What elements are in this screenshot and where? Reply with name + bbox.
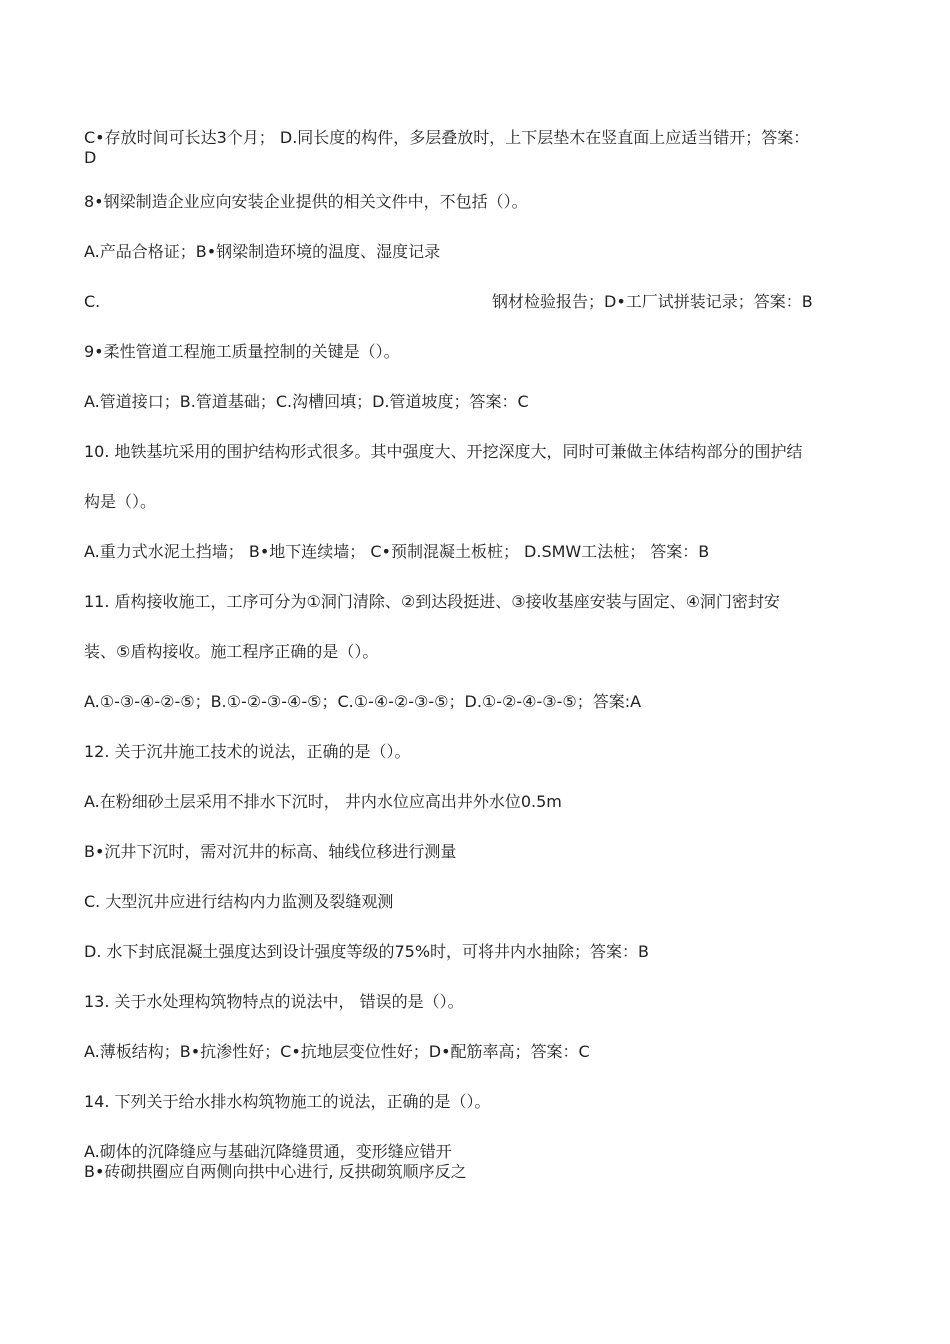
question-12: 12. 关于沉井施工技术的说法，正确的是（）。 [84,742,411,761]
text-line: 钢材检验报告；D•工厂试拼装记录；答案：B [492,292,813,311]
text-line: B•砖砌拱圈应自两侧向拱中心进行, 反拱砌筑顺序反之 [84,1162,467,1181]
question-9: 9•柔性管道工程施工质量控制的关键是（）。 [84,342,400,361]
text-line: C. [84,292,101,311]
text-line: D [84,148,97,167]
question-8: 8•钢梁制造企业应向安装企业提供的相关文件中，不包括（）。 [84,192,528,211]
text-line: A.重力式水泥土挡墙； B•地下连续墙； C•预制混凝土板桩； D.SMW工法桩； 答案：B [84,542,710,561]
question-14: 14. 下列关于给水排水构筑物施工的说法，正确的是（）。 [84,1092,491,1111]
text-line: A.薄板结构；B•抗渗性好；C•抗地层变位性好；D•配筋率高；答案：C [84,1042,590,1061]
text-line: D. 水下封底混凝土强度达到设计强度等级的75%时，可将井内水抽除；答案：B [84,942,650,961]
text-line: A.在粉细砂土层采用不排水下沉时， 井内水位应高出井外水位0.5m [84,792,562,811]
text-line: 构是（）。 [84,492,157,511]
text-line: C. 大型沉井应进行结构内力监测及裂缝观测 [84,892,394,911]
text-line: A.产品合格证；B•钢梁制造环境的温度、湿度记录 [84,242,441,261]
text-line: A.①-③-④-②-⑤；B.①-②-③-④-⑤；C.①-④-②-③-⑤；D.①-②-④-③-⑤；答案:A [84,692,642,711]
text-line: A.砌体的沉降缝应与基础沉降缝贯通，变形缝应错开 [84,1142,452,1161]
text-line: B•沉井下沉时，需对沉井的标高、轴线位移进行测量 [84,842,457,861]
question-11: 11. 盾构接收施工，工序可分为①洞门清除、②到达段挺进、③接收基座安装与固定、④洞门密封安 [84,592,780,611]
text-line: A.管道接口；B.管道基础；C.沟槽回填；D.管道坡度；答案：C [84,392,529,411]
text-line: 装、⑤盾构接收。施工程序正确的是（）。 [84,642,379,661]
question-13: 13. 关于水处理构筑物特点的说法中， 错误的是（）。 [84,992,464,1011]
question-10: 10. 地铁基坑采用的围护结构形式很多。其中强度大、开挖深度大，同时可兼做主体结构部分的围护结 [84,442,803,461]
text-line: C•存放时间可长达3个月； D.同长度的构件，多层叠放时，上下层垫木在竖直面上应适当错开；答案： [84,128,810,147]
